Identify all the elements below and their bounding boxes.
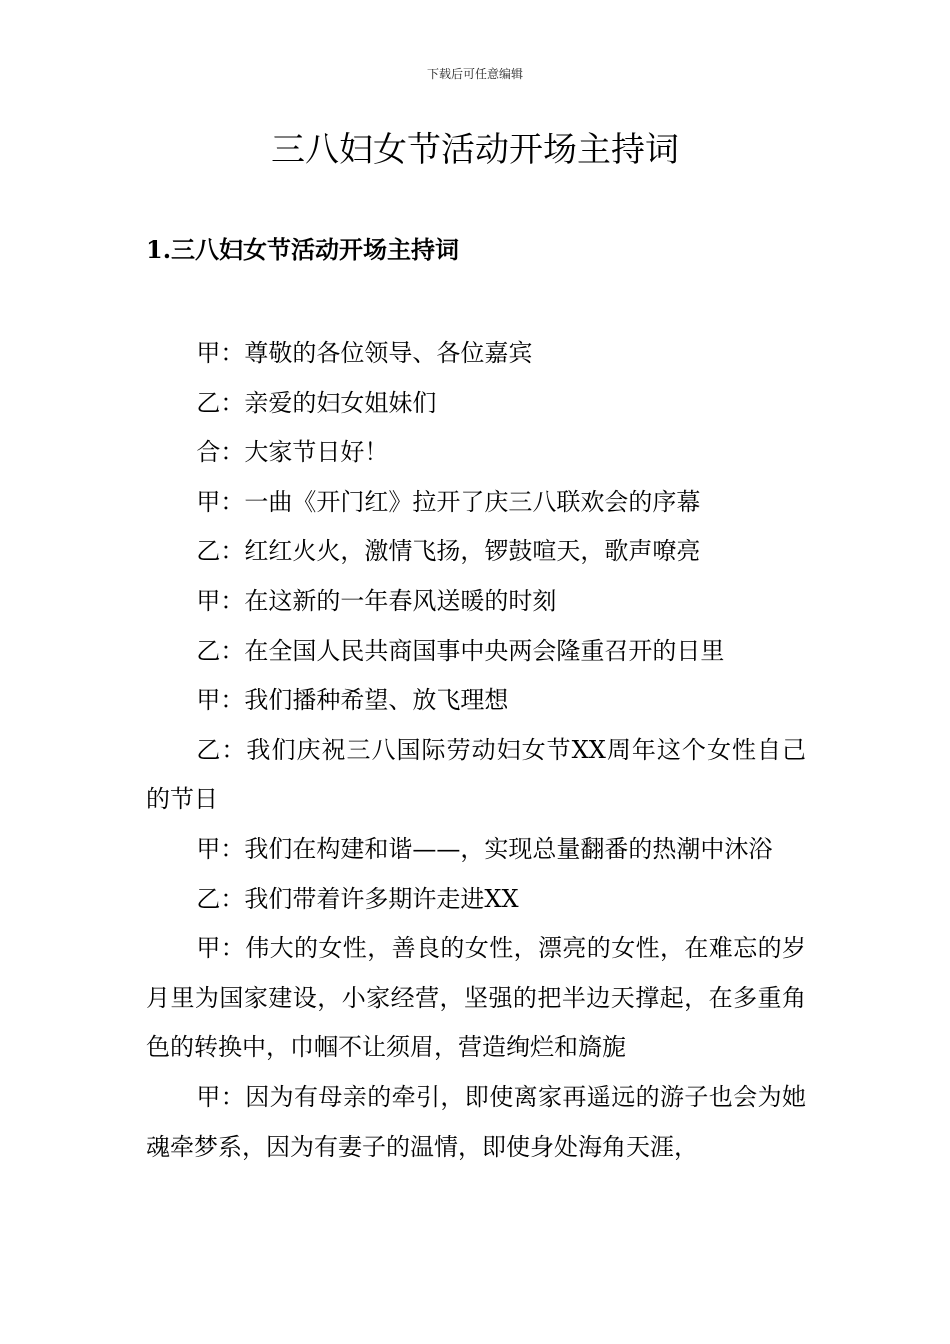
section-heading: 1.三八妇女节活动开场主持词	[146, 235, 460, 264]
script-line: 甲：我们播种希望、放飞理想	[196, 686, 509, 715]
script-line: 甲：因为有母亲的牵引，即使离家再遥远的游子也会为她魂牵梦系，因为有妻子的温情，即使身处海角天涯，	[146, 1082, 806, 1161]
document-title: 三八妇女节活动开场主持词	[271, 130, 679, 170]
script-line: 乙：我们庆祝三八国际劳动妇女节XX周年这个女性自己的节日	[146, 735, 806, 814]
script-line: 合：大家节日好！	[196, 438, 389, 467]
script-line: 甲：尊敬的各位领导、各位嘉宾	[196, 339, 533, 367]
script-line: 甲：伟大的女性，善良的女性，漂亮的女性，在难忘的岁月里为国家建设，小家经营，坚强的把半边天撑起，在多重角色的转换中，巾帼不让须眉，营造绚烂和旖旎	[146, 934, 806, 1062]
script-line: 乙：在全国人民共商国事中央两会隆重召开的日里	[196, 636, 725, 665]
script-line: 乙：亲爱的妇女姐妹们	[196, 388, 437, 417]
script-line: 乙：红红火火，激情飞扬，锣鼓喧天，歌声嘹亮	[196, 537, 701, 566]
script-line: 甲：一曲《开门红》拉开了庆三八联欢会的序幕	[196, 487, 701, 516]
script-line: 甲：我们在构建和谐——，实现总量翻番的热潮中沐浴	[196, 834, 773, 863]
script-body	[146, 329, 806, 1172]
header-note: 下载后可任意编辑	[426, 67, 523, 81]
script-line: 乙：我们带着许多期许走进XX	[196, 884, 519, 913]
script-line: 甲：在这新的一年春风送暖的时刻	[196, 586, 557, 615]
